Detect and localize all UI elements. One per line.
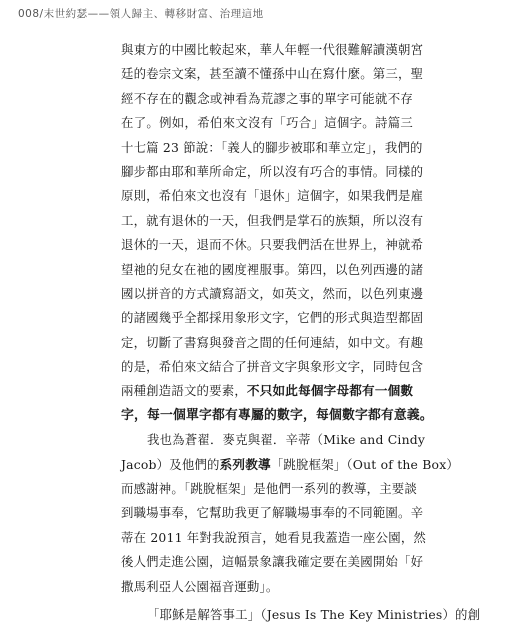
text-line: 撒馬利亞人公園福音運動」。: [121, 578, 279, 594]
text-line: 國以拼音的方式讀寫語文，如英文，然而，以色列東邊: [121, 285, 424, 301]
paragraph-2: [121, 428, 459, 599]
text-line: 定，切斷了書寫與發音之間的任何連結，如中文。有趣: [121, 334, 424, 350]
text-line: 的是，希伯來文結合了拼音文字與象形文字，同時包含: [121, 359, 424, 375]
text-line: 十七篇 23 節說：「義人的腳步被耶和華立定」，我們的: [121, 139, 423, 155]
text-line: 腳步都由耶和華所命定，所以沒有巧合的事情。同樣的: [121, 163, 424, 179]
bold-emphasis-line: 字，每一個單字都有專屬的數字，每個數字都有意義。: [121, 407, 433, 423]
running-header: 008/末世約瑟——領人歸主、轉移財富、治理這地: [18, 8, 264, 20]
text-line: 原則，希伯來文也沒有「退休」這個字，如果我們是雇: [121, 188, 424, 204]
text-line: 蒂在 2011 年對我說預言，她看見我蓋造一座公園，然: [121, 529, 427, 545]
text-line: 到職場事奉，它幫助我更了解職場事奉的不同範圍。辛: [121, 505, 424, 521]
plain-text: 「跳脫框架」（Out of the Box）: [270, 456, 459, 472]
paragraph-1: [121, 38, 433, 428]
text-line: 在了。例如，希伯來文沒有「巧合」這個字。詩篇三: [121, 115, 413, 131]
text-line: 而感謝神。「跳脫框架」是他們一系列的教導，主要談: [121, 481, 417, 497]
text-line: 我也為蒼翟．麥克與翟．辛蒂（Mike and Cindy: [147, 432, 426, 448]
text-line: 與東方的中國比較起來，華人年輕一代很難解讀漢朝宮: [121, 42, 424, 57]
bold-emphasis: 系列教導: [219, 456, 271, 472]
text-line: 工，就有退休的一天，但我們是掌石的族類，所以沒有: [121, 212, 424, 228]
plain-text: 兩種創造語文的要素，: [121, 383, 247, 399]
plain-text: Jacob）及他們的: [121, 456, 220, 472]
paragraph-3: [121, 603, 481, 627]
text-line: 經不存在的觀念或神看為荒謬之事的單字可能就不存: [121, 90, 413, 106]
text-line: 「耶穌是解答事工」（Jesus Is The Key Ministries）的創: [147, 606, 481, 622]
text-line: 退休的一天，退而不休。只要我們活在世界上，神就希: [121, 237, 424, 253]
text-line: 的諸國幾乎全都採用象形文字，它們的形式與造型都固: [121, 310, 424, 326]
text-line-mixed: [121, 379, 413, 403]
text-line: 廷的卷宗文案，甚至讀不懂孫中山在寫什麼。第三，聖: [121, 66, 424, 82]
text-line: 後人們走進公園，這幅景象讓我確定要在美國開始「好: [121, 554, 424, 570]
text-line-mixed: [121, 453, 459, 477]
bold-emphasis: 不只如此每個字母都有一個數: [246, 383, 414, 399]
body-text: [121, 38, 481, 627]
text-line: 望祂的兒女在祂的國度裡服事。第四，以色列西邊的諸: [121, 261, 424, 277]
